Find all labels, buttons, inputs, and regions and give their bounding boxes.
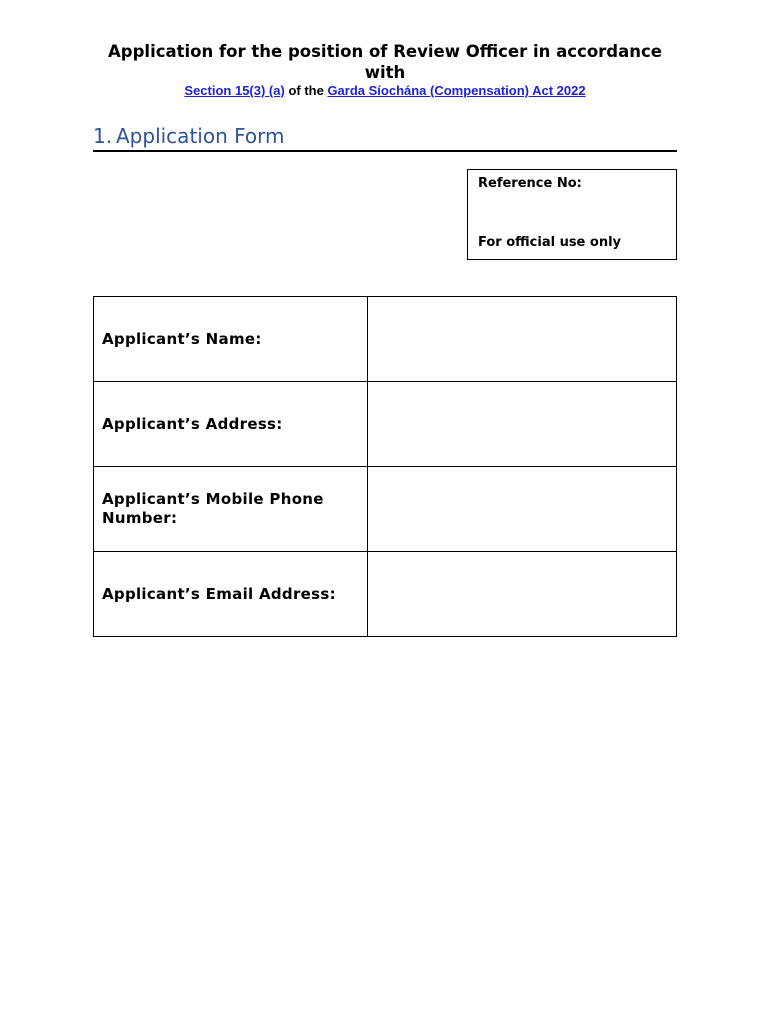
reference-label: Reference No: xyxy=(478,176,582,191)
section-title: Application Form xyxy=(116,124,285,148)
subtitle-connector: of the xyxy=(284,83,328,98)
application-form-table xyxy=(93,296,677,637)
reference-box xyxy=(467,169,677,260)
section-number: 1. xyxy=(93,124,113,148)
table-row xyxy=(94,382,677,467)
name-field[interactable] xyxy=(368,297,677,382)
mobile-phone-label: Applicant’s Mobile Phone Number: xyxy=(94,467,368,552)
section-link[interactable]: Section 15(3) (a) xyxy=(184,83,285,98)
email-label: Applicant’s Email Address: xyxy=(94,552,368,637)
mobile-phone-field[interactable] xyxy=(368,467,677,552)
table-row xyxy=(94,552,677,637)
document-subtitle xyxy=(93,83,677,99)
name-label: Applicant’s Name: xyxy=(94,297,368,382)
address-label: Applicant’s Address: xyxy=(94,382,368,467)
table-row xyxy=(94,297,677,382)
section-heading xyxy=(93,123,677,152)
official-use-note: For official use only xyxy=(478,235,622,250)
email-field[interactable] xyxy=(368,552,677,637)
act-link[interactable]: Garda Síochána (Compensation) Act 2022 xyxy=(327,83,586,98)
document-title: Application for the position of Review Officer in accordance with xyxy=(108,42,662,82)
address-field[interactable] xyxy=(368,382,677,467)
table-row xyxy=(94,467,677,552)
